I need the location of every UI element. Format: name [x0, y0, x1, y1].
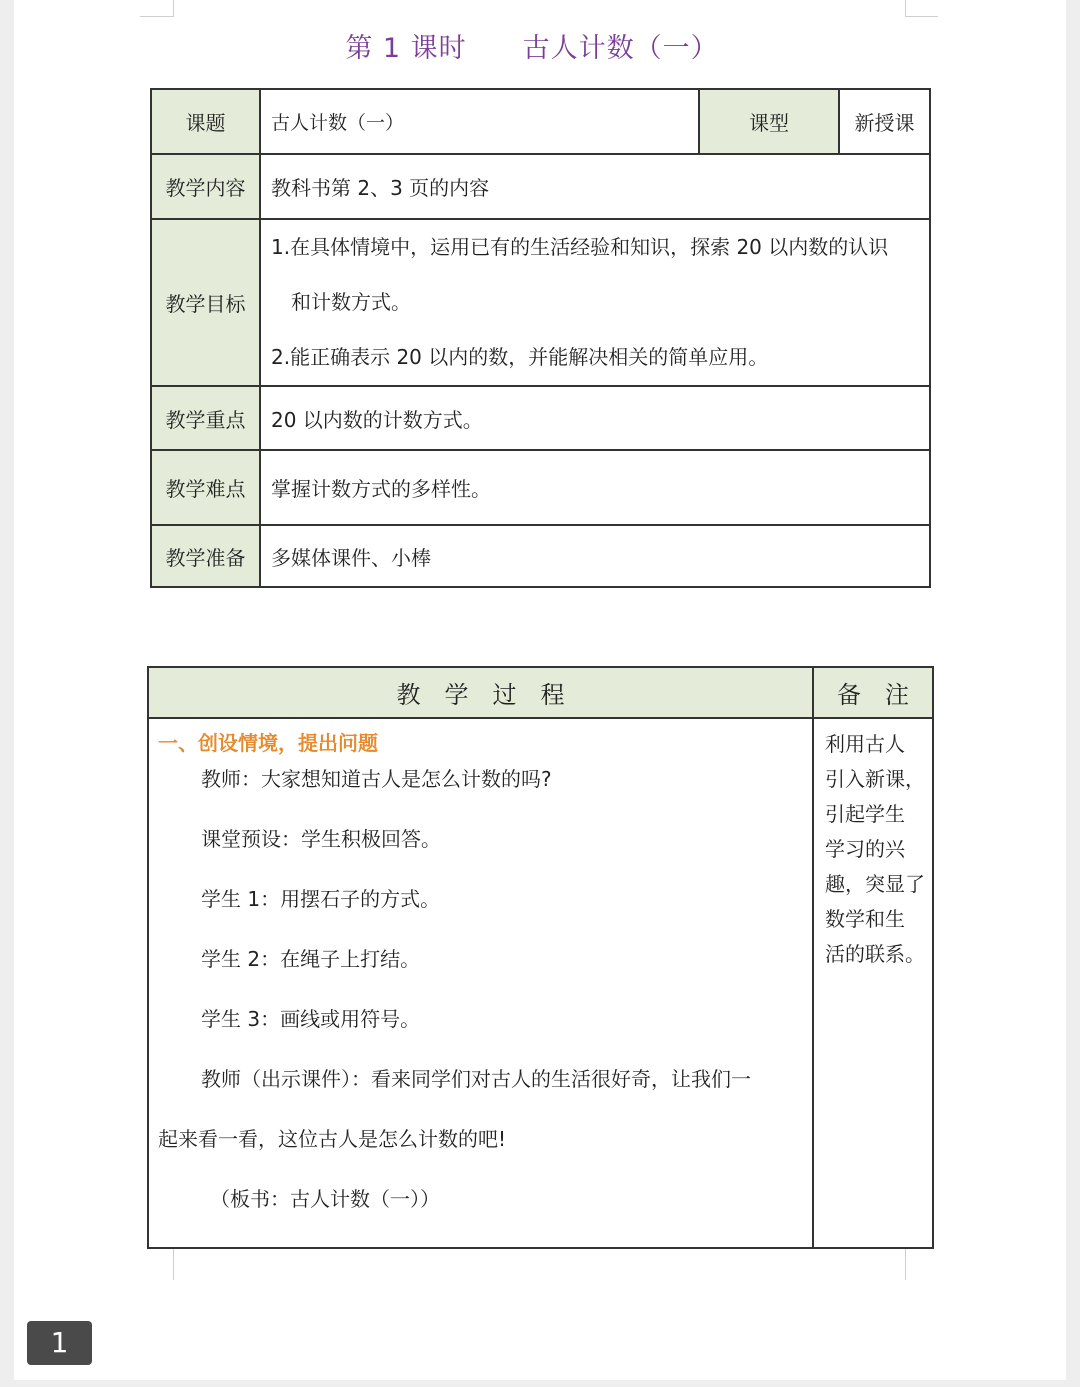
lesson-title: 古人计数（一） [522, 33, 719, 64]
goals-cell [260, 219, 930, 386]
difficulty-value: 掌握计数方式的多样性。 [260, 450, 930, 525]
table-row [151, 525, 930, 587]
type-value: 新授课 [839, 89, 930, 154]
page-title [0, 26, 1064, 65]
note-line: 学习的兴 [825, 837, 905, 861]
process-line: 学生 3：画线或用符号。 [201, 1007, 421, 1031]
table-row [151, 154, 930, 219]
prep-label: 教学准备 [151, 525, 260, 587]
key-value: 20 以内数的计数方式。 [260, 386, 930, 450]
goal-line: 2.能正确表示 20 以内的数，并能解决相关的简单应用。 [271, 345, 769, 369]
teaching-process-table [147, 666, 934, 1249]
crop-mark [905, 0, 906, 17]
goals-label: 教学目标 [151, 219, 260, 386]
process-line: 教师（出示课件）：看来同学们对古人的生活很好奇，让我们一 [201, 1067, 751, 1091]
note-line: 引起学生 [825, 802, 905, 826]
section-title: 一、创设情境，提出问题 [158, 731, 378, 755]
process-line: 教师：大家想知道古人是怎么计数的吗? [201, 767, 552, 791]
content-label: 教学内容 [151, 154, 260, 219]
topic-value: 古人计数（一） [260, 89, 699, 154]
table-row [148, 718, 933, 1248]
goal-line: 和计数方式。 [291, 290, 411, 314]
notes-header: 备 注 [813, 667, 933, 718]
page-number-badge: 1 [27, 1321, 92, 1365]
process-header: 教 学 过 程 [148, 667, 813, 718]
goal-line: 1.在具体情境中，运用已有的生活经验和知识，探索 20 以内数的认识 [271, 235, 889, 259]
note-line: 利用古人 [825, 732, 905, 756]
type-label: 课型 [699, 89, 839, 154]
process-line: 起来看一看，这位古人是怎么计数的吧! [158, 1127, 507, 1151]
crop-mark [905, 16, 938, 17]
difficulty-label: 教学难点 [151, 450, 260, 525]
table-row [151, 219, 930, 386]
crop-mark [905, 1248, 906, 1280]
table-row [151, 386, 930, 450]
note-line: 数学和生 [825, 907, 905, 931]
topic-label: 课题 [151, 89, 260, 154]
prep-value: 多媒体课件、小棒 [260, 525, 930, 587]
crop-mark [173, 1248, 174, 1280]
key-label: 教学重点 [151, 386, 260, 450]
note-line: 趣，突显了 [825, 872, 925, 896]
crop-mark [140, 16, 173, 17]
process-content [148, 718, 813, 1248]
crop-mark [173, 0, 174, 17]
notes-content [813, 718, 933, 1248]
process-line: 学生 1：用摆石子的方式。 [201, 887, 441, 911]
note-line: 活的联系。 [825, 942, 925, 966]
note-line: 引入新课， [825, 767, 925, 791]
table-row [148, 667, 933, 718]
table-row [151, 450, 930, 525]
process-line: 学生 2：在绳子上打结。 [201, 947, 421, 971]
process-line: 课堂预设：学生积极回答。 [201, 827, 441, 851]
lesson-number: 第 1 课时 [345, 33, 467, 64]
table-row [151, 89, 930, 154]
content-value: 教科书第 2、3 页的内容 [260, 154, 930, 219]
process-line: （板书：古人计数（一）） [210, 1187, 440, 1211]
lesson-info-table [150, 88, 931, 588]
